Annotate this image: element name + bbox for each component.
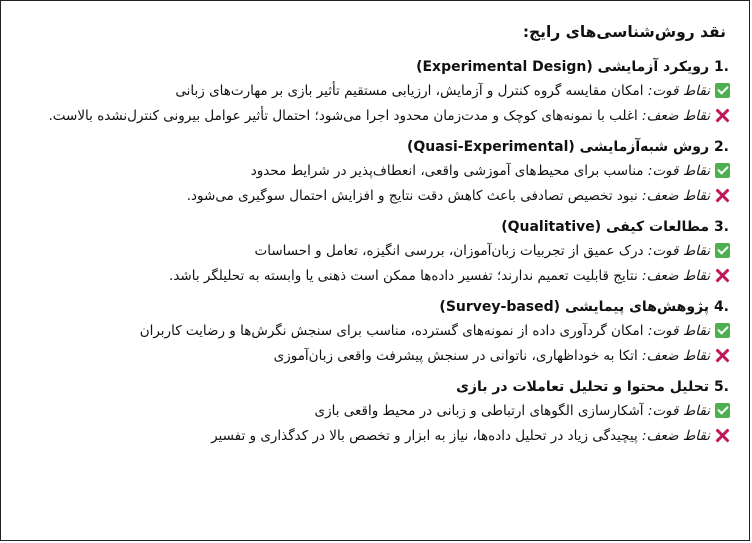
section-title: رویکرد آزمایشی (Experimental Design) bbox=[416, 59, 710, 75]
cross-mark-icon bbox=[715, 348, 730, 363]
weakness-item bbox=[9, 344, 730, 369]
weakness-text: پیچیدگی زیاد در تحلیل داده‌ها، نیاز به ابزار و تخصص بالا در کدگذاری و تفسیر bbox=[211, 428, 638, 444]
cross-mark-icon bbox=[715, 268, 730, 283]
section-number: 2. bbox=[713, 139, 729, 155]
section-title: پژوهش‌های پیمایشی (Survey-based) bbox=[439, 299, 710, 315]
section-heading bbox=[9, 295, 729, 319]
section-heading bbox=[9, 55, 729, 79]
section-heading bbox=[9, 135, 729, 159]
weakness-item bbox=[9, 184, 730, 209]
section-title: مطالعات کیفی (Qualitative) bbox=[501, 219, 710, 235]
cross-mark-icon bbox=[715, 108, 730, 123]
strength-item bbox=[9, 319, 730, 344]
weakness-text: اغلب با نمونه‌های کوچک و مدت‌زمان محدود اجرا می‌شود؛ احتمال تأثیر عوامل بیرونی کنترل‌نشده بالاست. bbox=[48, 108, 638, 124]
strength-text: آشکارسازی الگوهای ارتباطی و زبانی در محیط واقعی بازی bbox=[314, 403, 644, 419]
section-1 bbox=[9, 55, 741, 129]
strength-text: امکان گردآوری داده از نمونه‌های گسترده، مناسب برای سنجش نگرش‌ها و رضایت کاربران bbox=[139, 323, 644, 339]
strength-text: امکان مقایسه گروه کنترل و آزمایش، ارزیابی مستقیم تأثیر بازی بر مهارت‌های زبانی bbox=[175, 83, 644, 99]
check-mark-icon bbox=[715, 403, 730, 418]
section-heading bbox=[9, 375, 729, 399]
section-3 bbox=[9, 215, 741, 289]
section-title: روش شبه‌آزمایشی (Quasi-Experimental) bbox=[406, 139, 710, 155]
weakness-text: نبود تخصیص تصادفی باعث کاهش دقت نتایج و افزایش احتمال سوگیری می‌شود. bbox=[186, 188, 638, 204]
strength-item bbox=[9, 399, 730, 424]
section-number: 3. bbox=[713, 219, 729, 235]
strength-label: نقاط قوت: bbox=[647, 403, 710, 419]
cross-mark-icon bbox=[715, 188, 730, 203]
check-mark-icon bbox=[715, 163, 730, 178]
strength-label: نقاط قوت: bbox=[647, 83, 710, 99]
weakness-text: نتایج قابلیت تعمیم ندارند؛ تفسیر داده‌ها ممکن است ذهنی یا وابسته به تحلیلگر باشد. bbox=[169, 268, 638, 284]
section-4 bbox=[9, 295, 741, 369]
check-mark-icon bbox=[715, 243, 730, 258]
strength-text: مناسب برای محیط‌های آموزشی واقعی، انعطاف‌پذیر در شرایط محدود bbox=[250, 163, 644, 179]
page-title: نقد روش‌شناسی‌های رایج: bbox=[522, 23, 726, 41]
weakness-text: اتکا به خوداظهاری، ناتوانی در سنجش پیشرفت واقعی زبان‌آموزی bbox=[273, 348, 638, 364]
section-number: 1. bbox=[713, 59, 729, 75]
section-number: 4. bbox=[713, 299, 729, 315]
strength-label: نقاط قوت: bbox=[647, 163, 710, 179]
strength-item bbox=[9, 159, 730, 184]
document-content bbox=[1, 1, 749, 449]
weakness-label: نقاط ضعف: bbox=[642, 348, 710, 364]
section-2 bbox=[9, 135, 741, 209]
strength-item bbox=[9, 239, 730, 264]
strength-label: نقاط قوت: bbox=[647, 323, 710, 339]
check-mark-icon bbox=[715, 323, 730, 338]
weakness-item bbox=[9, 264, 730, 289]
weakness-label: نقاط ضعف: bbox=[642, 108, 710, 124]
section-title: تحلیل محتوا و تحلیل تعاملات در بازی bbox=[456, 379, 710, 395]
section-5 bbox=[9, 375, 741, 449]
strength-text: درک عمیق از تجربیات زبان‌آموزان، بررسی انگیزه، تعامل و احساسات bbox=[254, 243, 644, 259]
weakness-label: نقاط ضعف: bbox=[642, 268, 710, 284]
weakness-label: نقاط ضعف: bbox=[642, 428, 710, 444]
strength-item bbox=[9, 79, 730, 104]
section-number: 5. bbox=[713, 379, 729, 395]
weakness-label: نقاط ضعف: bbox=[642, 188, 710, 204]
section-heading bbox=[9, 215, 729, 239]
strength-label: نقاط قوت: bbox=[647, 243, 710, 259]
weakness-item bbox=[9, 104, 730, 129]
weakness-item bbox=[9, 424, 730, 449]
check-mark-icon bbox=[715, 83, 730, 98]
cross-mark-icon bbox=[715, 428, 730, 443]
